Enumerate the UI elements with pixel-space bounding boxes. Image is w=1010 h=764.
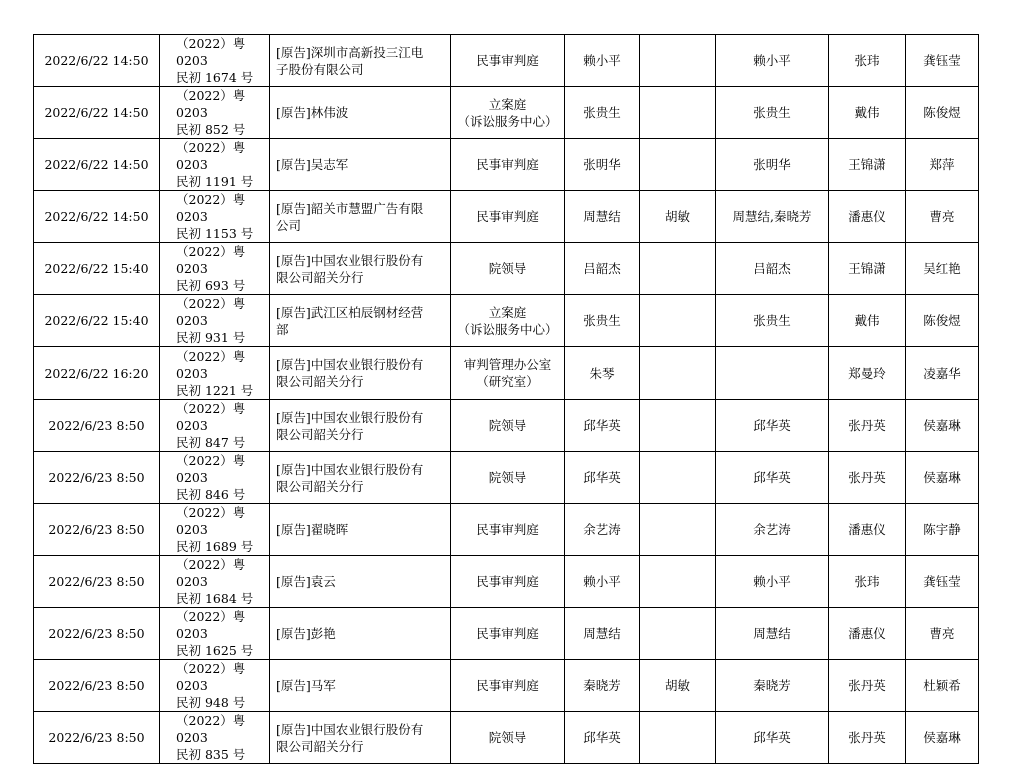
judge-assistant-cell: 潘惠仪 xyxy=(829,504,906,556)
presiding-judge-cell: 周慧结 xyxy=(565,191,640,243)
party-cell: [原告]中国农业银行股份有 限公司韶关分行 xyxy=(270,712,451,764)
assessor-cell xyxy=(640,243,716,295)
panel-members-cell: 张贵生 xyxy=(716,295,829,347)
case-number-cell: （2022）粤 0203 民初 1153 号 xyxy=(160,191,270,243)
hearing-time-cell: 2022/6/22 16:20 xyxy=(34,347,160,400)
panel-members-cell: 吕韶杰 xyxy=(716,243,829,295)
judge-assistant-cell: 张丹英 xyxy=(829,660,906,712)
table-row xyxy=(34,87,979,139)
clerk-cell: 龚钰莹 xyxy=(906,556,979,608)
party-cell: [原告]彭艳 xyxy=(270,608,451,660)
department-cell: 院领导 xyxy=(451,243,565,295)
hearing-time-cell: 2022/6/23 8:50 xyxy=(34,556,160,608)
table-row xyxy=(34,660,979,712)
department-cell: 审判管理办公室 （研究室） xyxy=(451,347,565,400)
panel-members-cell: 邱华英 xyxy=(716,452,829,504)
panel-members-cell: 秦晓芳 xyxy=(716,660,829,712)
party-cell: [原告]袁云 xyxy=(270,556,451,608)
assessor-cell xyxy=(640,295,716,347)
department-cell: 院领导 xyxy=(451,400,565,452)
clerk-cell: 吴红艳 xyxy=(906,243,979,295)
department-cell: 院领导 xyxy=(451,712,565,764)
clerk-cell: 侯嘉琳 xyxy=(906,712,979,764)
party-cell: [原告]翟晓晖 xyxy=(270,504,451,556)
case-number-cell: （2022）粤 0203 民初 1674 号 xyxy=(160,35,270,87)
panel-members-cell: 赖小平 xyxy=(716,35,829,87)
party-cell: [原告]武江区柏辰钢材经营 部 xyxy=(270,295,451,347)
clerk-cell: 曹亮 xyxy=(906,191,979,243)
case-number-cell: （2022）粤 0203 民初 1689 号 xyxy=(160,504,270,556)
hearing-time-cell: 2022/6/22 14:50 xyxy=(34,191,160,243)
clerk-cell: 曹亮 xyxy=(906,608,979,660)
judge-assistant-cell: 张丹英 xyxy=(829,400,906,452)
hearing-time-cell: 2022/6/22 14:50 xyxy=(34,35,160,87)
table-row xyxy=(34,712,979,764)
hearing-time-cell: 2022/6/23 8:50 xyxy=(34,504,160,556)
clerk-cell: 龚钰莹 xyxy=(906,35,979,87)
presiding-judge-cell: 张贵生 xyxy=(565,295,640,347)
hearing-time-cell: 2022/6/22 14:50 xyxy=(34,87,160,139)
presiding-judge-cell: 周慧结 xyxy=(565,608,640,660)
presiding-judge-cell: 朱琴 xyxy=(565,347,640,400)
party-cell: [原告]中国农业银行股份有 限公司韶关分行 xyxy=(270,243,451,295)
judge-assistant-cell: 戴伟 xyxy=(829,295,906,347)
presiding-judge-cell: 邱华英 xyxy=(565,452,640,504)
department-cell: 民事审判庭 xyxy=(451,504,565,556)
case-number-cell: （2022）粤 0203 民初 835 号 xyxy=(160,712,270,764)
presiding-judge-cell: 张贵生 xyxy=(565,87,640,139)
judge-assistant-cell: 张丹英 xyxy=(829,712,906,764)
department-cell: 立案庭 （诉讼服务中心） xyxy=(451,295,565,347)
clerk-cell: 杜颖希 xyxy=(906,660,979,712)
table-row xyxy=(34,608,979,660)
party-cell: [原告]马军 xyxy=(270,660,451,712)
hearing-time-cell: 2022/6/22 15:40 xyxy=(34,243,160,295)
panel-members-cell: 邱华英 xyxy=(716,712,829,764)
case-number-cell: （2022）粤 0203 民初 948 号 xyxy=(160,660,270,712)
party-cell: [原告]韶关市慧盟广告有限 公司 xyxy=(270,191,451,243)
table-row xyxy=(34,35,979,87)
case-number-cell: （2022）粤 0203 民初 852 号 xyxy=(160,87,270,139)
hearing-time-cell: 2022/6/23 8:50 xyxy=(34,712,160,764)
party-cell: [原告]深圳市高新投三江电 子股份有限公司 xyxy=(270,35,451,87)
assessor-cell: 胡敏 xyxy=(640,660,716,712)
department-cell: 立案庭 （诉讼服务中心） xyxy=(451,87,565,139)
hearing-time-cell: 2022/6/23 8:50 xyxy=(34,660,160,712)
table-row xyxy=(34,556,979,608)
case-number-cell: （2022）粤 0203 民初 1221 号 xyxy=(160,347,270,400)
presiding-judge-cell: 赖小平 xyxy=(565,35,640,87)
clerk-cell: 侯嘉琳 xyxy=(906,400,979,452)
table-body xyxy=(34,35,979,764)
assessor-cell xyxy=(640,35,716,87)
clerk-cell: 侯嘉琳 xyxy=(906,452,979,504)
assessor-cell xyxy=(640,608,716,660)
assessor-cell xyxy=(640,712,716,764)
panel-members-cell: 张贵生 xyxy=(716,87,829,139)
panel-members-cell: 周慧结,秦晓芳 xyxy=(716,191,829,243)
assessor-cell xyxy=(640,504,716,556)
panel-members-cell xyxy=(716,347,829,400)
table-row xyxy=(34,400,979,452)
case-number-cell: （2022）粤 0203 民初 1625 号 xyxy=(160,608,270,660)
judge-assistant-cell: 潘惠仪 xyxy=(829,191,906,243)
hearing-time-cell: 2022/6/23 8:50 xyxy=(34,608,160,660)
table-row xyxy=(34,243,979,295)
judge-assistant-cell: 张丹英 xyxy=(829,452,906,504)
case-number-cell: （2022）粤 0203 民初 846 号 xyxy=(160,452,270,504)
judge-assistant-cell: 王锦潇 xyxy=(829,243,906,295)
hearing-time-cell: 2022/6/22 15:40 xyxy=(34,295,160,347)
hearing-schedule-table xyxy=(33,34,979,764)
assessor-cell xyxy=(640,556,716,608)
clerk-cell: 凌嘉华 xyxy=(906,347,979,400)
panel-members-cell: 周慧结 xyxy=(716,608,829,660)
judge-assistant-cell: 郑曼玲 xyxy=(829,347,906,400)
party-cell: [原告]中国农业银行股份有 限公司韶关分行 xyxy=(270,400,451,452)
judge-assistant-cell: 潘惠仪 xyxy=(829,608,906,660)
assessor-cell xyxy=(640,87,716,139)
table-row xyxy=(34,347,979,400)
panel-members-cell: 余艺涛 xyxy=(716,504,829,556)
case-number-cell: （2022）粤 0203 民初 693 号 xyxy=(160,243,270,295)
presiding-judge-cell: 余艺涛 xyxy=(565,504,640,556)
panel-members-cell: 邱华英 xyxy=(716,400,829,452)
panel-members-cell: 赖小平 xyxy=(716,556,829,608)
case-number-cell: （2022）粤 0203 民初 931 号 xyxy=(160,295,270,347)
table-row xyxy=(34,295,979,347)
department-cell: 民事审判庭 xyxy=(451,35,565,87)
hearing-time-cell: 2022/6/23 8:50 xyxy=(34,452,160,504)
presiding-judge-cell: 张明华 xyxy=(565,139,640,191)
hearing-time-cell: 2022/6/23 8:50 xyxy=(34,400,160,452)
presiding-judge-cell: 秦晓芳 xyxy=(565,660,640,712)
department-cell: 民事审判庭 xyxy=(451,191,565,243)
table-row xyxy=(34,452,979,504)
case-number-cell: （2022）粤 0203 民初 1684 号 xyxy=(160,556,270,608)
judge-assistant-cell: 张玮 xyxy=(829,556,906,608)
party-cell: [原告]林伟波 xyxy=(270,87,451,139)
assessor-cell xyxy=(640,139,716,191)
presiding-judge-cell: 邱华英 xyxy=(565,400,640,452)
judge-assistant-cell: 王锦潇 xyxy=(829,139,906,191)
panel-members-cell: 张明华 xyxy=(716,139,829,191)
table-row xyxy=(34,504,979,556)
judge-assistant-cell: 张玮 xyxy=(829,35,906,87)
presiding-judge-cell: 吕韶杰 xyxy=(565,243,640,295)
clerk-cell: 郑萍 xyxy=(906,139,979,191)
department-cell: 院领导 xyxy=(451,452,565,504)
party-cell: [原告]中国农业银行股份有 限公司韶关分行 xyxy=(270,347,451,400)
case-number-cell: （2022）粤 0203 民初 1191 号 xyxy=(160,139,270,191)
table-row xyxy=(34,139,979,191)
presiding-judge-cell: 赖小平 xyxy=(565,556,640,608)
table-row xyxy=(34,191,979,243)
party-cell: [原告]吴志军 xyxy=(270,139,451,191)
hearing-time-cell: 2022/6/22 14:50 xyxy=(34,139,160,191)
clerk-cell: 陈俊煜 xyxy=(906,295,979,347)
assessor-cell xyxy=(640,400,716,452)
judge-assistant-cell: 戴伟 xyxy=(829,87,906,139)
presiding-judge-cell: 邱华英 xyxy=(565,712,640,764)
department-cell: 民事审判庭 xyxy=(451,608,565,660)
department-cell: 民事审判庭 xyxy=(451,660,565,712)
department-cell: 民事审判庭 xyxy=(451,139,565,191)
assessor-cell xyxy=(640,347,716,400)
clerk-cell: 陈宇静 xyxy=(906,504,979,556)
clerk-cell: 陈俊煜 xyxy=(906,87,979,139)
assessor-cell xyxy=(640,452,716,504)
assessor-cell: 胡敏 xyxy=(640,191,716,243)
department-cell: 民事审判庭 xyxy=(451,556,565,608)
party-cell: [原告]中国农业银行股份有 限公司韶关分行 xyxy=(270,452,451,504)
case-number-cell: （2022）粤 0203 民初 847 号 xyxy=(160,400,270,452)
